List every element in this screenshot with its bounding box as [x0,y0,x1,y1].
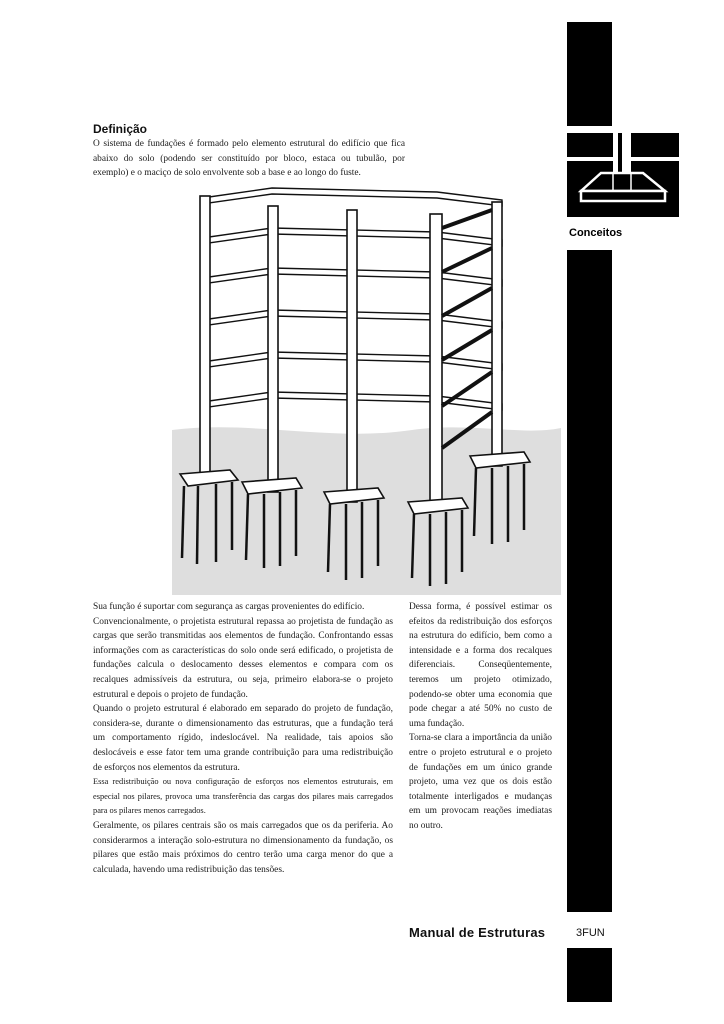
left-paragraph-2: Convencionalmente, o projetista estrutural repassa ao projetista de fundação as cargas que serão transmitidas aos elementos de fundação. Confrontando essas informações com as características do solo onde será edificado, o projetista de fundações calcula o deslocamento desses elementos e compara com os recalques admissíveis da estrutura, ou seja, primeiro elabora-se o projeto estrutural e depois o projeto de fundação. [93,616,393,700]
footer-code: 3FUN [576,927,605,939]
right-paragraph-1: Dessa forma, é possível estimar os efeitos da redistribuição dos esforços na estrutura do edifício, bem como a intensidade e a forma dos recalques diferenciais. Conseqüentemente, teremos um projeto otimizado, podendo-se obter uma economia que pode chegar a até 50% no custo de uma fundação. [409,602,552,729]
definition-text: O sistema de fundações é formado pelo elemento estrutural do edifício que fica abaixo do solo (podendo ser constituído por bloco, estaca ou tubulão, por exemplo) e o maciço de solo envolvente sob a base e ao longo do fuste. [93,139,405,179]
section-label-conceitos: Conceitos [569,227,623,239]
right-column-text [409,600,552,834]
left-paragraph-5: Geralmente, os pilares centrais são os mais carregados que os da periferia. Ao considerarmos a interação solo-estrutura no dimensionamento da fundação, os pilares que estão mais próximos do centro terão uma carga menor do que a calculada, havendo uma redistribuição das tensões. [93,820,393,875]
left-paragraph-4: Essa redistribuição ou nova configuração de esforços nos elementos estruturais, em especial nos pilares, provoca uma transferência das cargas dos pilares mais carregados para os pilares menos carregados. [93,777,393,816]
sidebar-bar-bottom [567,948,612,1002]
left-column-text [93,600,393,877]
right-paragraph-2: Torna-se clara a importância da união entre o projeto estrutural e o projeto de fundações em um único grande projeto, uma vez que os dois estão totalmente interligados e mudanças em um provocam reações imediatas no outro. [409,733,552,831]
footer-title: Manual de Estruturas [409,925,546,940]
left-paragraph-3: Quando o projeto estrutural é elaborado em separado do projeto de fundação, considera-se, durante o dimensionamento das estruturas, que a fundação terá um comportamento rígido, indeslocável. Na realidade, tais apoios são deslocáveis e esse fator tem uma grande contribuição para uma redistribuição de esforços nos elementos da estrutura. [93,704,393,773]
sidebar-bar-top [567,22,612,126]
definition-title: Definição [93,122,148,136]
foundation-footing-icon [567,133,679,217]
building-frame-on-pile-foundations-illustration [172,180,561,595]
sidebar-bar-middle [567,250,612,912]
left-paragraph-1: Sua função é suportar com segurança as cargas provenientes do edifício. [93,602,365,612]
